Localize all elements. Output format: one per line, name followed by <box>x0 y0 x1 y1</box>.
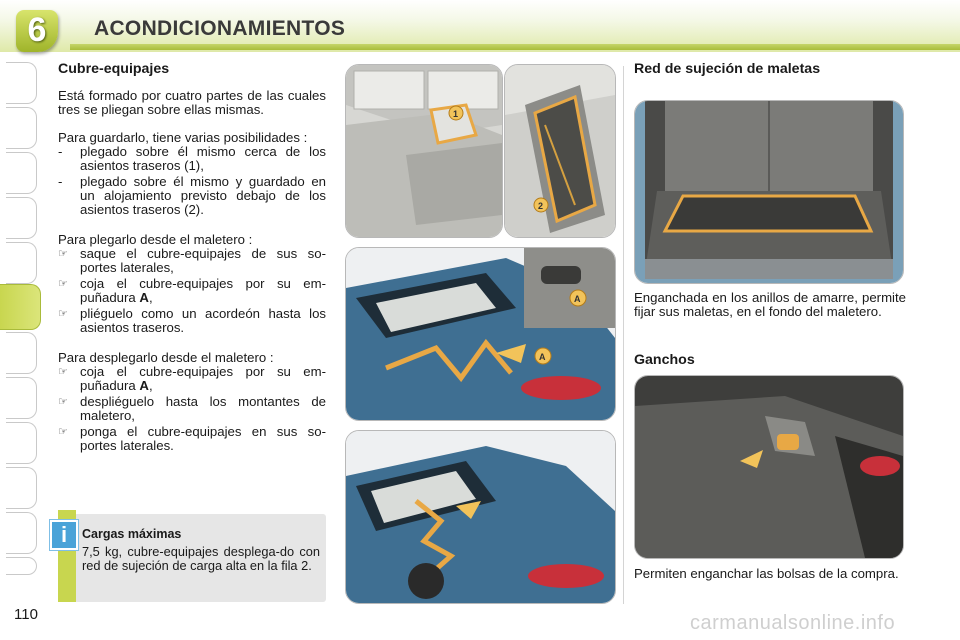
section-heading: Ganchos <box>634 352 695 368</box>
list-item: - plegado sobre él mismo y guardado en un alojamiento previsto debajo de los asientos traseros (2). <box>58 174 326 217</box>
paragraph: Enganchada en los anillos de amarre, permite fijar sus maletas, en el fondo del maletero. <box>634 290 906 319</box>
list-item: - plegado sobre él mismo cerca de los asientos traseros (1), <box>58 144 326 173</box>
chapter-title: ACONDICIONAMIENTOS <box>94 17 346 40</box>
cubre-equipajes-section <box>58 62 326 455</box>
list-item: ☞ pliéguelo como un acordeón hasta los asientos traseros. <box>58 306 326 335</box>
paragraph: Para desplegarlo desde el maletero : <box>58 350 274 365</box>
luggage-net-photo <box>634 100 904 284</box>
marker-label: A <box>539 352 546 362</box>
chapter-tab[interactable] <box>6 62 37 104</box>
pointer-bullet-icon: ☞ <box>58 248 68 260</box>
chapter-number: 6 <box>27 11 47 49</box>
car-rear-fold-photo <box>345 247 616 421</box>
chapter-tab[interactable] <box>6 332 37 374</box>
chapter-tab[interactable] <box>6 557 37 575</box>
car-rear-unfold-photo <box>345 430 616 604</box>
paragraph: Está formado por cuatro partes de las cuales tres se pliegan sobre ellas mismas. <box>58 88 326 117</box>
chapter-tab[interactable] <box>6 242 37 284</box>
chapter-tab-active[interactable] <box>0 284 41 330</box>
list-item: ☞ ponga el cubre-equipajes en sus so-portes laterales. <box>58 424 326 453</box>
pointer-bullet-icon: ☞ <box>58 396 68 408</box>
red-heading-block <box>634 62 906 89</box>
info-text: 7,5 kg, cubre-equipajes desplega-do con red de sujeción de carga alta en la fila 2. <box>82 544 320 573</box>
trunk-cover-folded-photo <box>345 64 503 238</box>
chapter-tab[interactable] <box>6 197 37 239</box>
section-heading: Cubre-equipajes <box>58 61 170 77</box>
red-description <box>634 291 906 319</box>
list-item: ☞ saque el cubre-equipajes de sus so-portes laterales, <box>58 246 326 275</box>
info-icon: i <box>50 520 78 550</box>
column-divider <box>623 66 624 604</box>
chapter-tab[interactable] <box>6 152 37 194</box>
pointer-bullet-icon: ☞ <box>58 366 68 378</box>
marker-label: 2 <box>538 201 544 211</box>
chapter-tab[interactable] <box>6 467 37 509</box>
ganchos-description <box>634 567 906 581</box>
watermark: carmanualsonline.info <box>690 612 896 634</box>
list-item: ☞ despliéguelo hasta los montantes de maletero, <box>58 394 326 423</box>
info-title: Cargas máximas <box>82 527 182 541</box>
chapter-tab[interactable] <box>6 422 37 464</box>
marker-label: A <box>574 294 581 304</box>
unfold-list <box>58 365 326 453</box>
dash-bullet: - <box>58 174 63 189</box>
pointer-bullet-icon: ☞ <box>58 426 68 438</box>
hooks-photo <box>634 375 904 559</box>
header-rule <box>70 44 960 50</box>
chapter-tab[interactable] <box>6 377 37 419</box>
fold-list <box>58 247 326 335</box>
store-list <box>58 145 326 217</box>
paragraph: Permiten enganchar las bolsas de la compra. <box>634 566 899 581</box>
pointer-bullet-icon: ☞ <box>58 308 68 320</box>
dash-bullet: - <box>58 144 63 159</box>
page-number: 110 <box>14 606 38 623</box>
chapter-tab[interactable] <box>6 107 37 149</box>
pointer-bullet-icon: ☞ <box>58 278 68 290</box>
paragraph: Para guardarlo, tiene varias posibilidades : <box>58 130 308 145</box>
paragraph: Para plegarlo desde el maletero : <box>58 232 253 247</box>
list-item: ☞ coja el cubre-equipajes por su em-puñadura A, <box>58 364 326 393</box>
chapter-tab[interactable] <box>6 512 37 554</box>
trunk-cover-stored-photo <box>504 64 616 238</box>
list-item: ☞ coja el cubre-equipajes por su em-puñadura A, <box>58 276 326 305</box>
marker-label: 1 <box>453 109 459 119</box>
section-heading: Red de sujeción de maletas <box>634 61 821 77</box>
chapter-tab-strip <box>0 62 46 582</box>
